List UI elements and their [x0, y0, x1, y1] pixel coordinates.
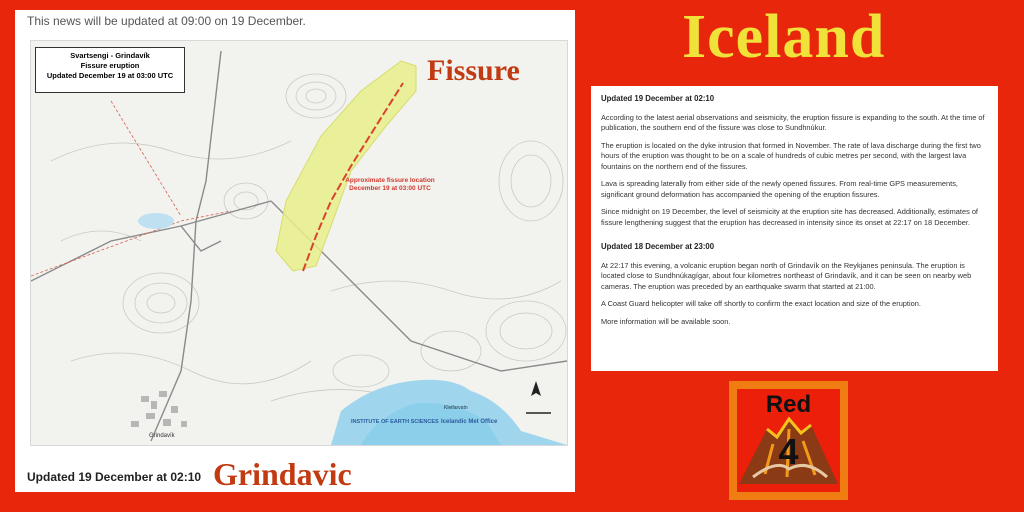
update-notice: This news will be updated at 09:00 on 19 December. [27, 14, 306, 28]
news-paragraph: Lava is spreading laterally from either side of the newly opened fissures. From real-time GPS measurements, significant ground deformation has accompanied the opening of the eruption fissures. [601, 179, 958, 199]
map-credit-imo: Icelandic Met Office [441, 419, 498, 425]
legend-line-2: Fissure eruption [80, 61, 140, 70]
badge-number: 4 [778, 431, 799, 472]
fissure-overlay-title: Fissure [427, 54, 520, 87]
map-town-label: Grindavík [149, 433, 175, 439]
news-paragraph: More information will be available soon. [601, 316, 731, 326]
badge-word: Red [765, 391, 812, 418]
news-heading-2: Updated 18 December at 23:00 [601, 242, 715, 251]
map-credit-ies: INSTITUTE OF EARTH SCIENCES [351, 419, 439, 425]
grindavic-overlay-title: Grindavic [213, 456, 352, 492]
red-alert-badge [729, 381, 848, 500]
updated-timestamp: Updated 19 December at 02:10 [27, 470, 202, 484]
news-heading-1: Updated 19 December at 02:10 [601, 94, 715, 103]
map-news-card [15, 10, 575, 492]
fissure-label-line-2: December 19 at 03:00 UTC [349, 185, 431, 192]
map-graphic [31, 41, 567, 445]
news-article [591, 86, 998, 371]
map-lake-label: Kleifarvatn [444, 405, 468, 411]
iceland-title: Iceland [682, 3, 886, 71]
north-arrow-icon [526, 381, 551, 413]
legend-line-3: Updated December 19 at 03:00 UTC [46, 71, 174, 80]
badge-inner [737, 389, 840, 492]
map-legend [35, 47, 185, 93]
eruption-map [30, 40, 568, 446]
news-paragraph: The eruption is located on the dyke intrusion that formed in November. The rate of lava discharge during the first two hours of the eruption was thought to be on a scale of hundreds of cubic metres per second, with the largest lava fountains on the northern end of the fissures. [601, 140, 981, 171]
news-paragraph: At 22:17 this evening, a volcanic eruption began north of Grindavík on the Reykjanes peninsula. The eruption is located close to Sundhnúkagígar, about four kilometres northeast of Grindavík, and it can be seen on nearby web cameras. The eruption was preceded by an earthquake swarm that started at 21:00. [601, 260, 972, 291]
fissure-label-line-1: Approximate fissure location [345, 177, 435, 184]
fissure-location-label [335, 177, 445, 193]
news-paragraph: Since midnight on 19 December, the level of seismicity at the eruption site has decreased. Additionally, estimates of fissure lengthening suggest that the eruption has decreased in intensity since its onset at 22:17 on 18 December. [601, 207, 978, 227]
legend-line-1: Svartsengi - Grindavík [70, 51, 150, 60]
news-paragraph: A Coast Guard helicopter will take off shortly to confirm the exact location and size of the eruption. [601, 299, 921, 308]
news-paragraph: According to the latest aerial observations and seismicity, the eruption fissure is expanding to the south. At the time of publication, the southern end of the fissure was close to Sundhnúkur. [601, 112, 985, 132]
